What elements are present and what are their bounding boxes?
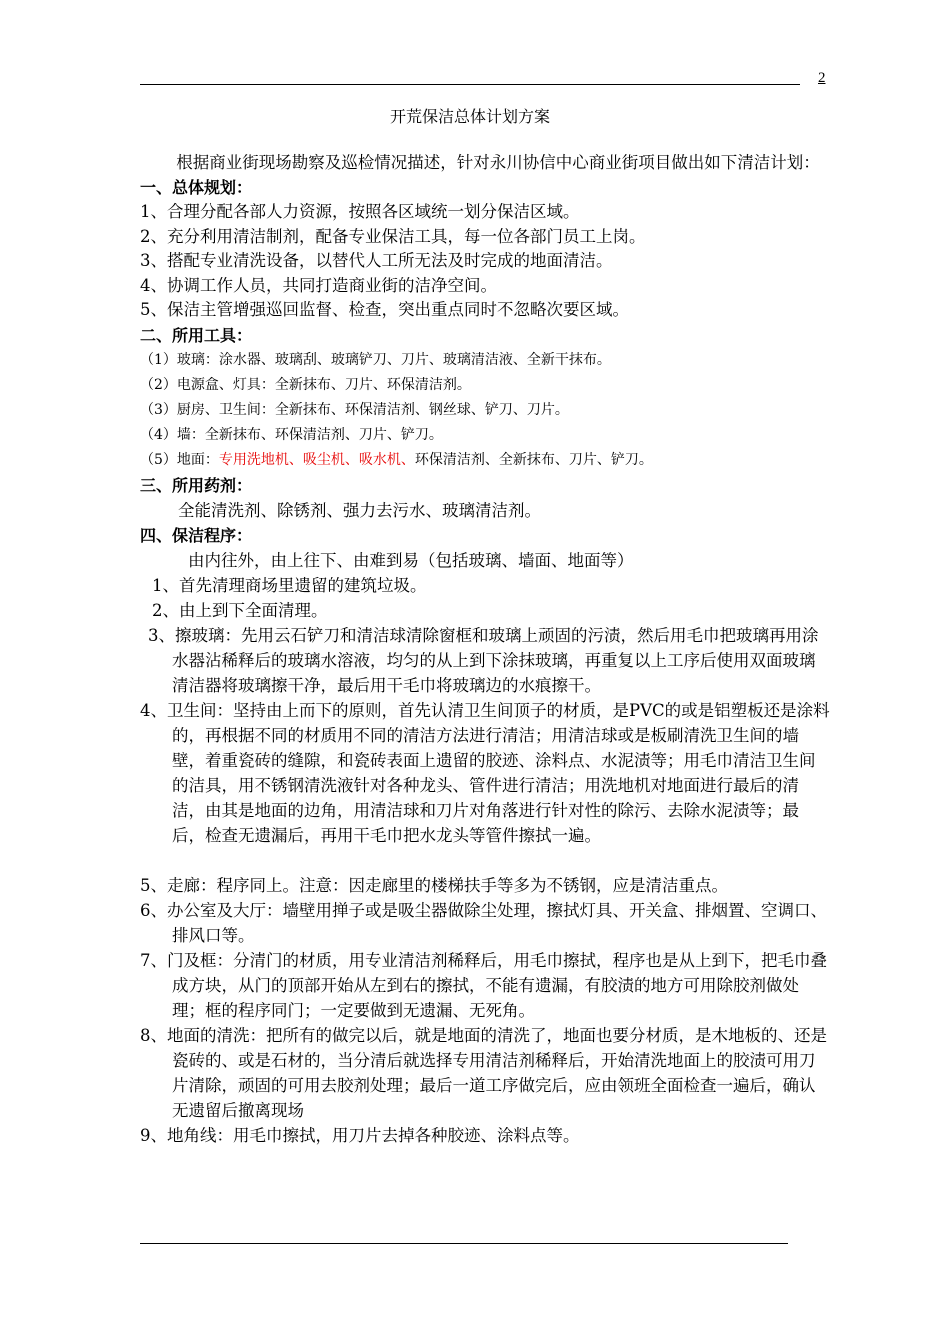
tool-item-3: （3）厨房、卫生间：全新抹布、环保清洁剂、钢丝球、铲刀、刀片。 bbox=[140, 401, 569, 418]
procedure-step-7: 7、门及框：分清门的材质，用专业清洁剂稀释后，用毛巾擦拭，程序也是从上到下，把毛巾叠成方块，从门的顶部开始从左到右的擦拭，不能有遗漏，有胶渍的地方可用除胶剂做处理；框的程序同门；一定要做到无遗漏、无死角。 bbox=[140, 950, 827, 1020]
blank-line bbox=[140, 848, 830, 873]
document-title: 开荒保洁总体计划方案 bbox=[389, 107, 550, 126]
section-3-heading: 三、所用药剂： bbox=[140, 475, 253, 495]
procedure-step-5: 5、走廊：程序同上。注意：因走廊里的楼梯扶手等多为不锈钢，应是清洁重点。 bbox=[140, 875, 728, 895]
tool-item-4: （4）墙：全新抹布、环保清洁剂、刀片、铲刀。 bbox=[140, 426, 443, 443]
procedure-lead: 由内往外，由上往下、由难到易（包括玻璃、墙面、地面等） bbox=[188, 550, 634, 570]
tool-item-5-prefix: （5）地面： bbox=[140, 451, 219, 468]
tool-item-5-suffix: 环保清洁剂、全新抹布、刀片、铲刀。 bbox=[414, 451, 653, 468]
procedure-step-8: 8、地面的清洗：把所有的做完以后，就是地面的清洗了，地面也要分材质，是木地板的、还是瓷砖的、或是石材的，当分清后就选择专用清洁剂稀释后，开始清洗地面上的胶渍可用刀片清除，顽固的可用去胶剂处理；最后一道工序做完后，应由领班全面检查一遍后，确认无遗留后撤离现场 bbox=[140, 1025, 827, 1120]
document-body bbox=[140, 150, 830, 1148]
plan-item-1: 1、合理分配各部人力资源，按照各区域统一划分保洁区域。 bbox=[140, 202, 580, 221]
procedure-step-9: 9、地角线：用毛巾擦拭，用刀片去掉各种胶迹、涂料点等。 bbox=[140, 1125, 580, 1145]
footer-rule bbox=[140, 1243, 788, 1244]
plan-item-5: 5、保洁主管增强巡回监督、检查，突出重点同时不忽略次要区域。 bbox=[140, 300, 629, 319]
chemicals-text: 全能清洗剂、除锈剂、强力去污水、玻璃清洁剂。 bbox=[178, 500, 541, 520]
procedure-step-2: 2、由上到下全面清理。 bbox=[152, 600, 328, 620]
header-rule bbox=[140, 84, 800, 85]
tool-item-5-highlight: 专用洗地机、吸尘机、吸水机、 bbox=[218, 451, 415, 468]
plan-item-4: 4、协调工作人员，共同打造商业街的洁净空间。 bbox=[140, 275, 497, 295]
tool-item-5 bbox=[140, 448, 830, 473]
procedure-step-1: 1、首先清理商场里遗留的建筑垃圾。 bbox=[152, 575, 427, 595]
plan-item-3: 3、搭配专业清洗设备，以替代人工所无法及时完成的地面清洁。 bbox=[140, 251, 613, 270]
section-2-heading: 二、所用工具： bbox=[140, 325, 253, 345]
page-number: 2 bbox=[818, 70, 826, 86]
procedure-step-3: 3、擦玻璃：先用云石铲刀和清洁球清除窗框和玻璃上顽固的污渍，然后用毛巾把玻璃再用涂水器沾稀释后的玻璃水溶液，均匀的从上到下涂抹玻璃，再重复以上工序后使用双面玻璃清洁器将玻璃擦干净，最后用干毛巾将玻璃边的水痕擦干。 bbox=[148, 625, 819, 695]
tool-item-1: （1）玻璃：涂水器、玻璃刮、玻璃铲刀、刀片、玻璃清洁液、全新干抹布。 bbox=[140, 351, 611, 368]
plan-item-2: 2、充分利用清洁制剂，配备专业保洁工具，每一位各部门员工上岗。 bbox=[140, 226, 646, 246]
procedure-step-4: 4、卫生间：坚持由上而下的原则，首先认清卫生间顶子的材质，是PVC的或是铝塑板还是涂料的，再根据不同的材质用不同的清洁方法进行清洁；用清洁球或是板刷清洗卫生间的墙壁，着重瓷砖的缝隙，和瓷砖表面上遗留的胶迹、涂料点、水泥渍等；用毛巾清洁卫生间的洁具，用不锈钢清洗液针对各种龙头、管件进行清洁；用洗地机对地面进行最后的清洁，由其是地面的边角，用清洁球和刀片对角落进行针对性的除污、去除水泥渍等；最后，检查无遗漏后，再用干毛巾把水龙头等管件擦拭一遍。 bbox=[140, 700, 830, 845]
intro-paragraph: 根据商业街现场勘察及巡检情况描述，针对永川协信中心商业街项目做出如下清洁计划： bbox=[176, 153, 820, 172]
section-4-heading: 四、保洁程序： bbox=[140, 525, 253, 545]
tool-item-2: （2）电源盒、灯具：全新抹布、刀片、环保清洁剂。 bbox=[140, 376, 471, 393]
procedure-step-6: 6、办公室及大厅：墙壁用掸子或是吸尘器做除尘处理，擦拭灯具、开关盒、排烟置、空调口、排风口等。 bbox=[140, 900, 827, 945]
section-1-heading: 一、总体规划： bbox=[140, 178, 253, 197]
